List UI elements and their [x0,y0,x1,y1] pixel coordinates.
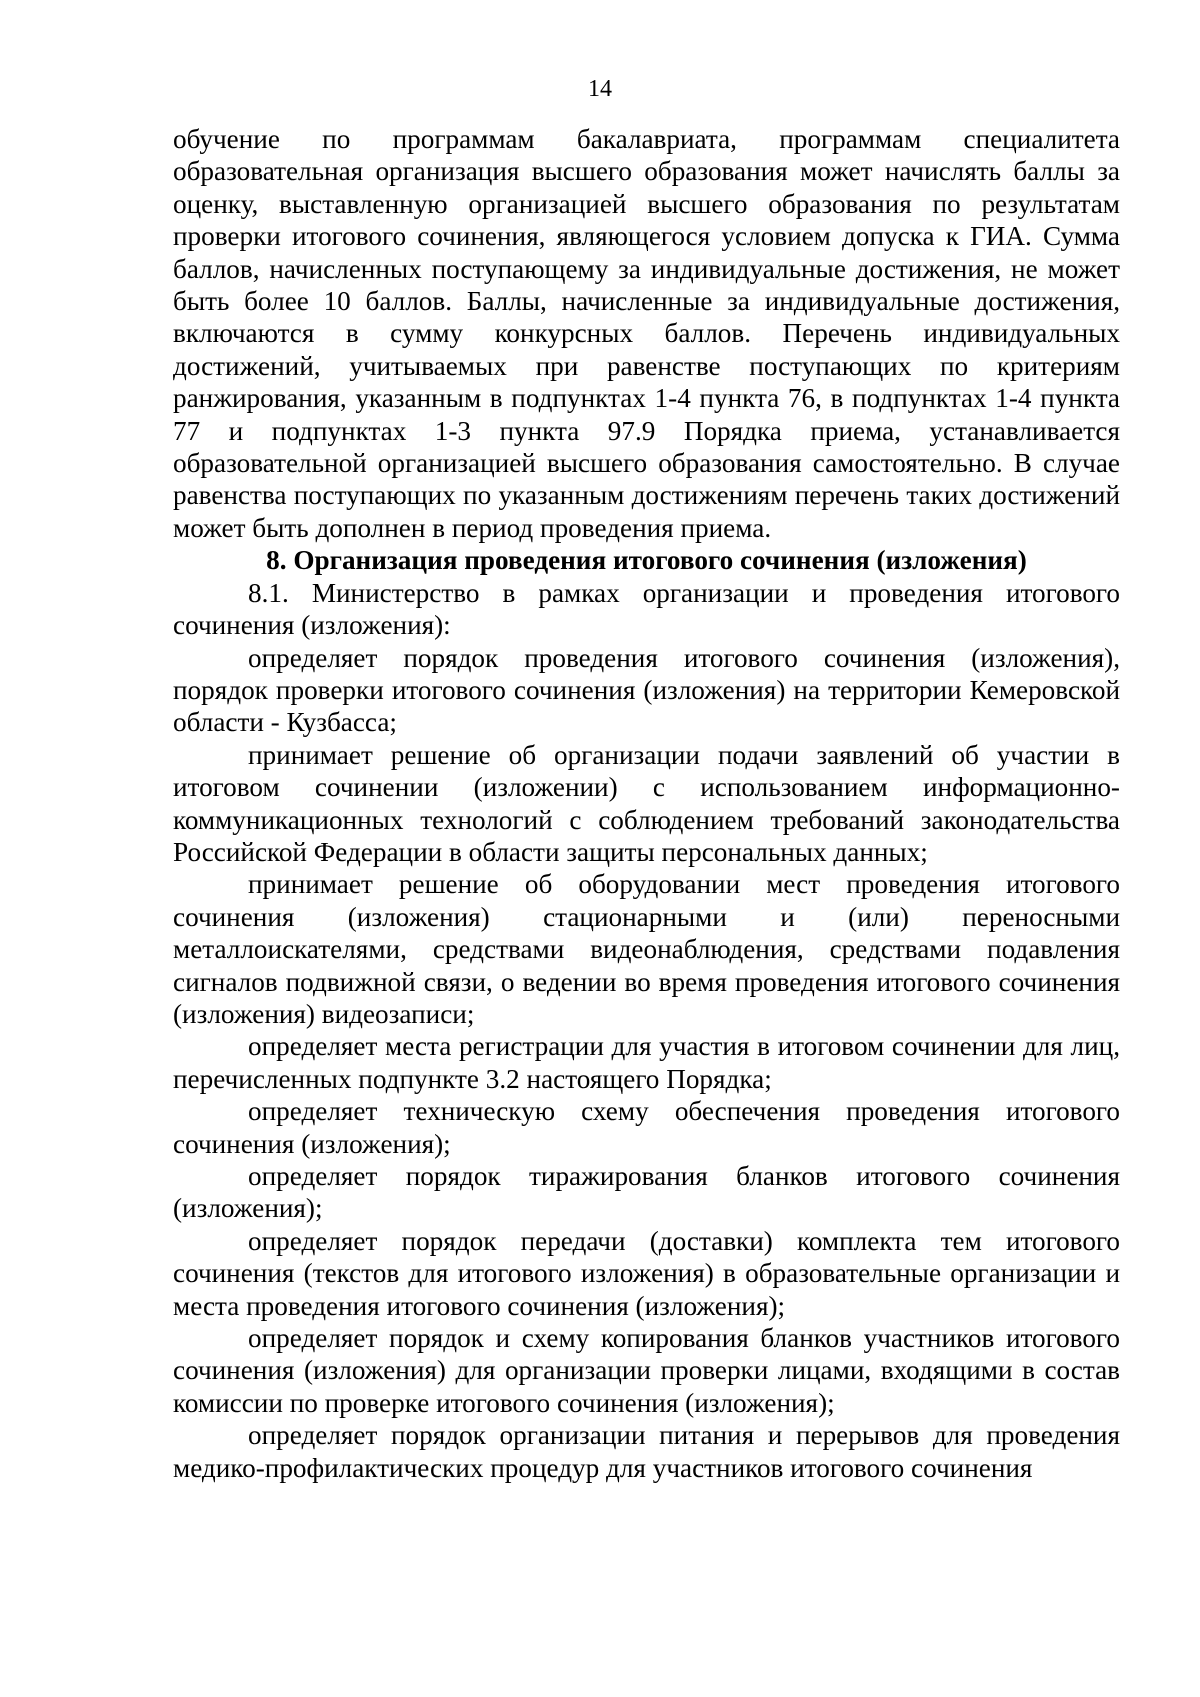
paragraph-continuation: обучение по программам бакалавриата, программам специалитета образовательная организация высшего образования может начислять баллы за оценку, выставленную организацией высшего образования по результатам проверки итогового сочинения, являющегося условием допуска к ГИА. Сумма баллов, начисленных поступающему за индивидуальные достижения, не может быть более 10 баллов. Баллы, начисленные за индивидуальные достижения, включаются в сумму конкурсных баллов. Перечень индивидуальных достижений, учитываемых при равенстве поступающих по критериям ранжирования, указанным в подпунктах 1-4 пункта 76, в подпунктах 1-4 пункта 77 и подпунктах 1-3 пункта 97.9 Порядка приема, устанавливается образовательной организацией высшего образования самостоятельно. В случае равенства поступающих по указанным достижениям перечень таких достижений может быть дополнен в период проведения приема. [173,124,1120,543]
section-heading: 8. Организация проведения итогового сочинения (изложения) [266,545,1027,576]
list-item-paragraph: определяет порядок организации питания и перерывов для проведения медико-профилактических процедур для участников итогового сочинения [173,1420,1120,1483]
list-item-paragraph: определяет техническую схему обеспечения проведения итогового сочинения (изложения); [173,1096,1120,1159]
list-item-paragraph: определяет порядок тиражирования бланков итогового сочинения (изложения); [173,1161,1120,1224]
list-item-paragraph: принимает решение об оборудовании мест проведения итогового сочинения (изложения) стационарными и (или) переносными металлоискателями, средствами видеонаблюдения, средствами подавления сигналов подвижной связи, о ведении во время проведения итогового сочинения (изложения) видеозаписи; [173,869,1120,1029]
list-item-paragraph: определяет порядок и схему копирования бланков участников итогового сочинения (изложения) для организации проверки лицами, входящими в состав комиссии по проверке итогового сочинения (изложения); [173,1323,1120,1418]
list-item-paragraph: принимает решение об организации подачи заявлений об участии в итоговом сочинении (изложении) с использованием информационно-коммуникационных технологий с соблюдением требований законодательства Российской Федерации в области защиты персональных данных; [173,739,1120,867]
section-intro-paragraph: 8.1. Министерство в рамках организации и проведения итогового сочинения (изложения): [173,577,1120,641]
list-item-paragraph: определяет места регистрации для участия в итоговом сочинении для лиц, перечисленных подпункте 3.2 настоящего Порядка; [173,1031,1120,1094]
document-body [173,123,1120,1484]
list-item-paragraph: определяет порядок передачи (доставки) комплекта тем итогового сочинения (текстов для итогового изложения) в образовательные организации и места проведения итогового сочинения (изложения); [173,1225,1120,1321]
page-number: 14 [588,76,612,102]
list-item-paragraph: определяет порядок проведения итогового сочинения (изложения), порядок проверки итогового сочинения (изложения) на территории Кемеровской области - Кузбасса; [173,642,1120,738]
